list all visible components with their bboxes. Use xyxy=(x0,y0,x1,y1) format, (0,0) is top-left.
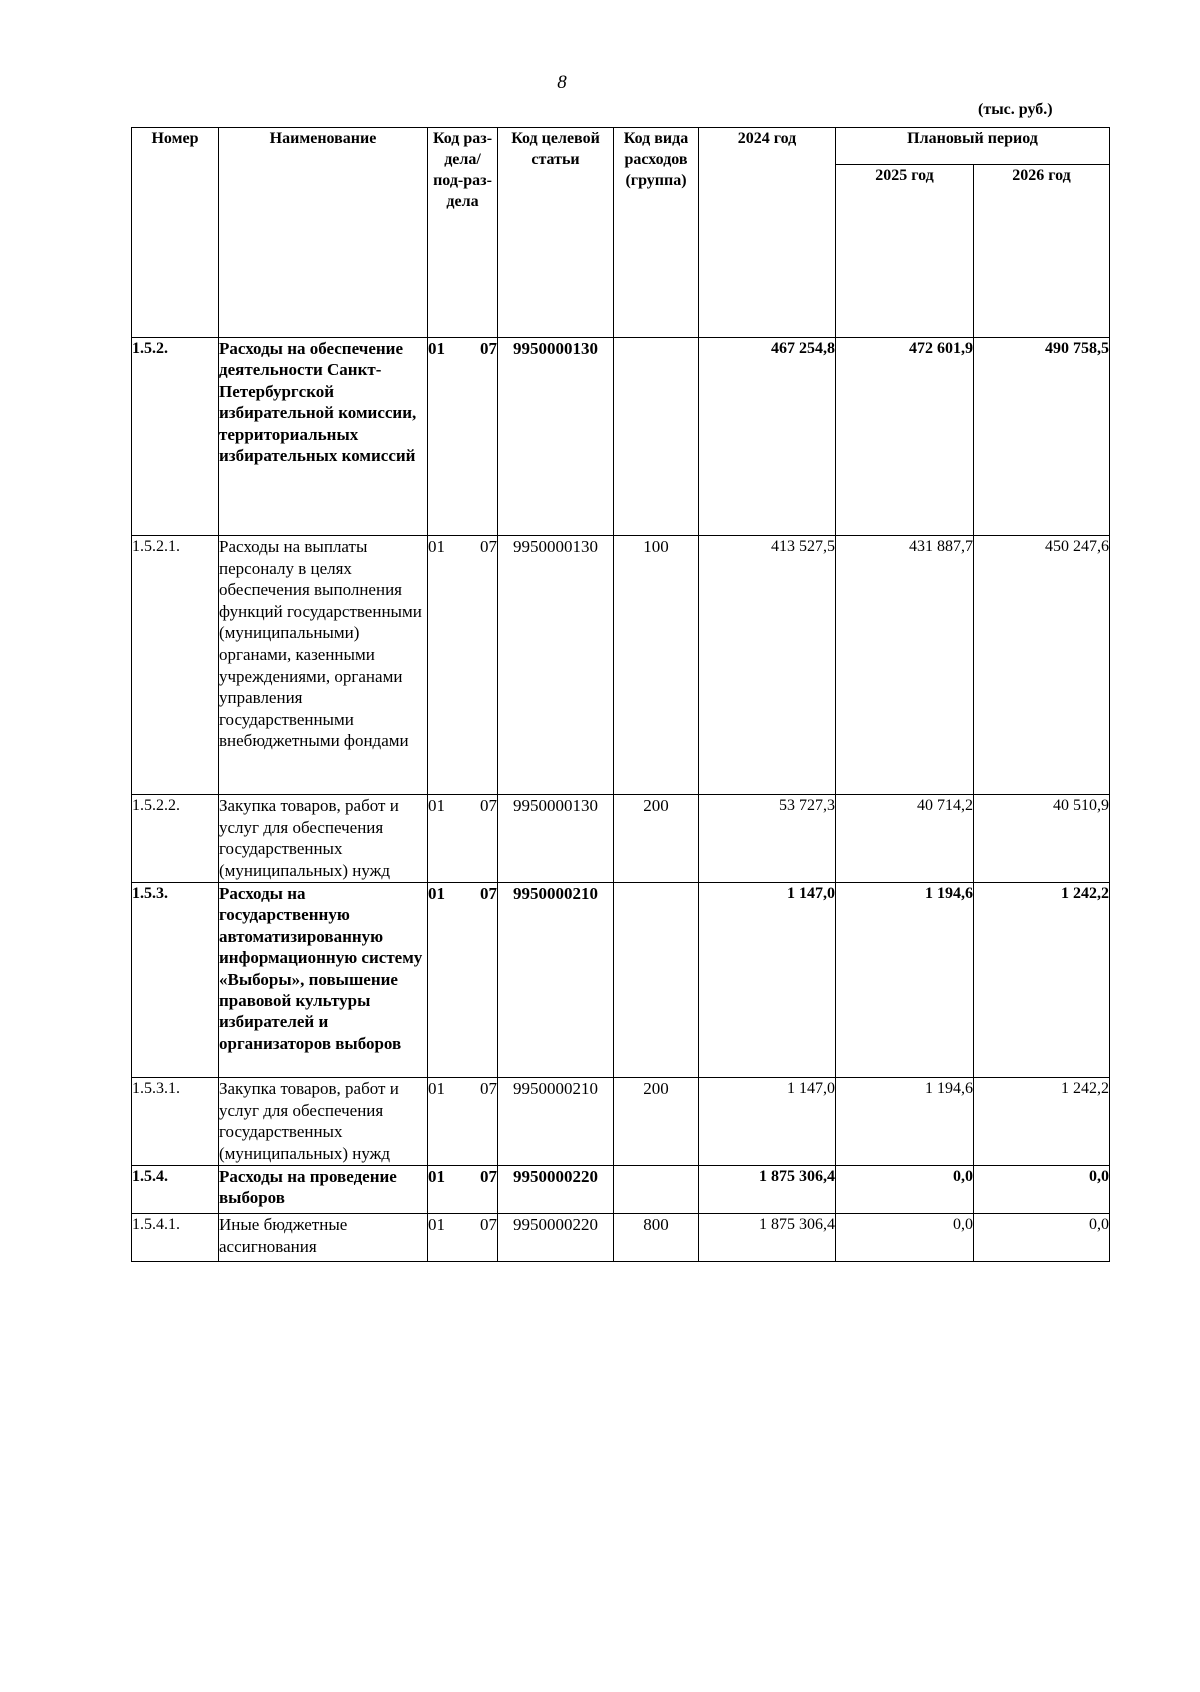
cell-year-2026: 40 510,9 xyxy=(974,795,1110,883)
cell-expense-type: 200 xyxy=(614,795,699,883)
table-header xyxy=(132,128,1110,338)
cell-year-2026: 0,0 xyxy=(974,1214,1110,1262)
cell-expense-type: 100 xyxy=(614,536,699,795)
cell-year-2026: 1 242,2 xyxy=(974,1078,1110,1166)
cell-target-code: 9950000210 xyxy=(498,1078,614,1166)
cell-name: Закупка товаров, работ и услуг для обеспечения государственных (муниципальных) нужд xyxy=(219,795,428,883)
page-number: 8 xyxy=(557,72,567,93)
cell-subsection: 07 xyxy=(480,537,497,556)
budget-table xyxy=(131,127,1110,1262)
cell-year-2024: 1 147,0 xyxy=(699,1078,836,1166)
cell-year-2024: 1 147,0 xyxy=(699,883,836,1078)
cell-section: 01 xyxy=(428,796,445,815)
cell-number: 1.5.3.1. xyxy=(132,1078,219,1166)
cell-name: Закупка товаров, работ и услуг для обеспечения государственных (муниципальных) нужд xyxy=(219,1078,428,1166)
cell-number: 1.5.4.1. xyxy=(132,1214,219,1262)
cell-section-code xyxy=(428,1214,498,1262)
cell-target-code: 9950000220 xyxy=(498,1214,614,1262)
cell-year-2026: 490 758,5 xyxy=(974,338,1110,536)
cell-section: 01 xyxy=(428,1079,445,1098)
cell-name: Расходы на проведение выборов xyxy=(219,1166,428,1214)
cell-subsection: 07 xyxy=(480,796,497,815)
cell-number: 1.5.2. xyxy=(132,338,219,536)
cell-subsection: 07 xyxy=(480,1167,497,1186)
cell-expense-type xyxy=(614,883,699,1078)
header-year-2025: 2025 год xyxy=(836,165,974,338)
units-label: (тыс. руб.) xyxy=(978,101,1053,118)
cell-name: Расходы на выплаты персоналу в целях обеспечения выполнения функций государственными (муниципальными) органами, казенными учреждениями, органами управления государственными внебюджетными фондами xyxy=(219,536,428,795)
cell-section: 01 xyxy=(428,537,445,556)
cell-year-2024: 1 875 306,4 xyxy=(699,1166,836,1214)
cell-number: 1.5.2.2. xyxy=(132,795,219,883)
table-row xyxy=(132,883,1110,1078)
cell-year-2025: 472 601,9 xyxy=(836,338,974,536)
cell-section: 01 xyxy=(428,1167,445,1186)
cell-name: Расходы на государственную автоматизированную информационную систему «Выборы», повышение правовой культуры избирателей и организаторов выборов xyxy=(219,883,428,1078)
header-year-2024: 2024 год xyxy=(699,128,836,338)
cell-year-2026: 1 242,2 xyxy=(974,883,1110,1078)
cell-year-2025: 431 887,7 xyxy=(836,536,974,795)
cell-number: 1.5.3. xyxy=(132,883,219,1078)
cell-expense-type xyxy=(614,338,699,536)
cell-section-code xyxy=(428,1166,498,1214)
cell-year-2025: 0,0 xyxy=(836,1166,974,1214)
cell-section-code xyxy=(428,536,498,795)
cell-subsection: 07 xyxy=(480,339,497,358)
header-year-2026: 2026 год xyxy=(974,165,1110,338)
cell-number: 1.5.4. xyxy=(132,1166,219,1214)
cell-name: Иные бюджетные ассигнования xyxy=(219,1214,428,1262)
cell-name: Расходы на обеспечение деятельности Санкт-Петербургской избирательной комиссии, территориальных избирательных комиссий xyxy=(219,338,428,536)
cell-year-2024: 1 875 306,4 xyxy=(699,1214,836,1262)
header-section-code: Код раз-дела/ под-раз-дела xyxy=(428,128,498,338)
header-expense-type: Код вида расходов (группа) xyxy=(614,128,699,338)
cell-expense-type: 800 xyxy=(614,1214,699,1262)
cell-year-2025: 1 194,6 xyxy=(836,883,974,1078)
table-row xyxy=(132,338,1110,536)
cell-target-code: 9950000130 xyxy=(498,536,614,795)
table-body xyxy=(132,338,1110,1262)
cell-year-2024: 413 527,5 xyxy=(699,536,836,795)
cell-year-2026: 0,0 xyxy=(974,1166,1110,1214)
cell-expense-type: 200 xyxy=(614,1078,699,1166)
cell-section-code xyxy=(428,795,498,883)
cell-section-code xyxy=(428,1078,498,1166)
cell-number: 1.5.2.1. xyxy=(132,536,219,795)
table-row xyxy=(132,1214,1110,1262)
cell-year-2025: 40 714,2 xyxy=(836,795,974,883)
cell-subsection: 07 xyxy=(480,1079,497,1098)
cell-section: 01 xyxy=(428,339,445,358)
header-number: Номер xyxy=(132,128,219,338)
cell-year-2024: 53 727,3 xyxy=(699,795,836,883)
cell-section: 01 xyxy=(428,1215,445,1234)
cell-subsection: 07 xyxy=(480,884,497,903)
table-row xyxy=(132,1078,1110,1166)
cell-year-2025: 1 194,6 xyxy=(836,1078,974,1166)
cell-section-code xyxy=(428,338,498,536)
header-planning-period: Плановый период xyxy=(836,128,1110,165)
table-row xyxy=(132,795,1110,883)
cell-target-code: 9950000210 xyxy=(498,883,614,1078)
cell-expense-type xyxy=(614,1166,699,1214)
cell-target-code: 9950000130 xyxy=(498,795,614,883)
cell-target-code: 9950000130 xyxy=(498,338,614,536)
cell-section: 01 xyxy=(428,884,445,903)
cell-year-2024: 467 254,8 xyxy=(699,338,836,536)
header-name: Наименование xyxy=(219,128,428,338)
table-row xyxy=(132,1166,1110,1214)
cell-section-code xyxy=(428,883,498,1078)
cell-target-code: 9950000220 xyxy=(498,1166,614,1214)
cell-year-2025: 0,0 xyxy=(836,1214,974,1262)
cell-year-2026: 450 247,6 xyxy=(974,536,1110,795)
header-target-code: Код целевой статьи xyxy=(498,128,614,338)
cell-subsection: 07 xyxy=(480,1215,497,1234)
table-row xyxy=(132,536,1110,795)
